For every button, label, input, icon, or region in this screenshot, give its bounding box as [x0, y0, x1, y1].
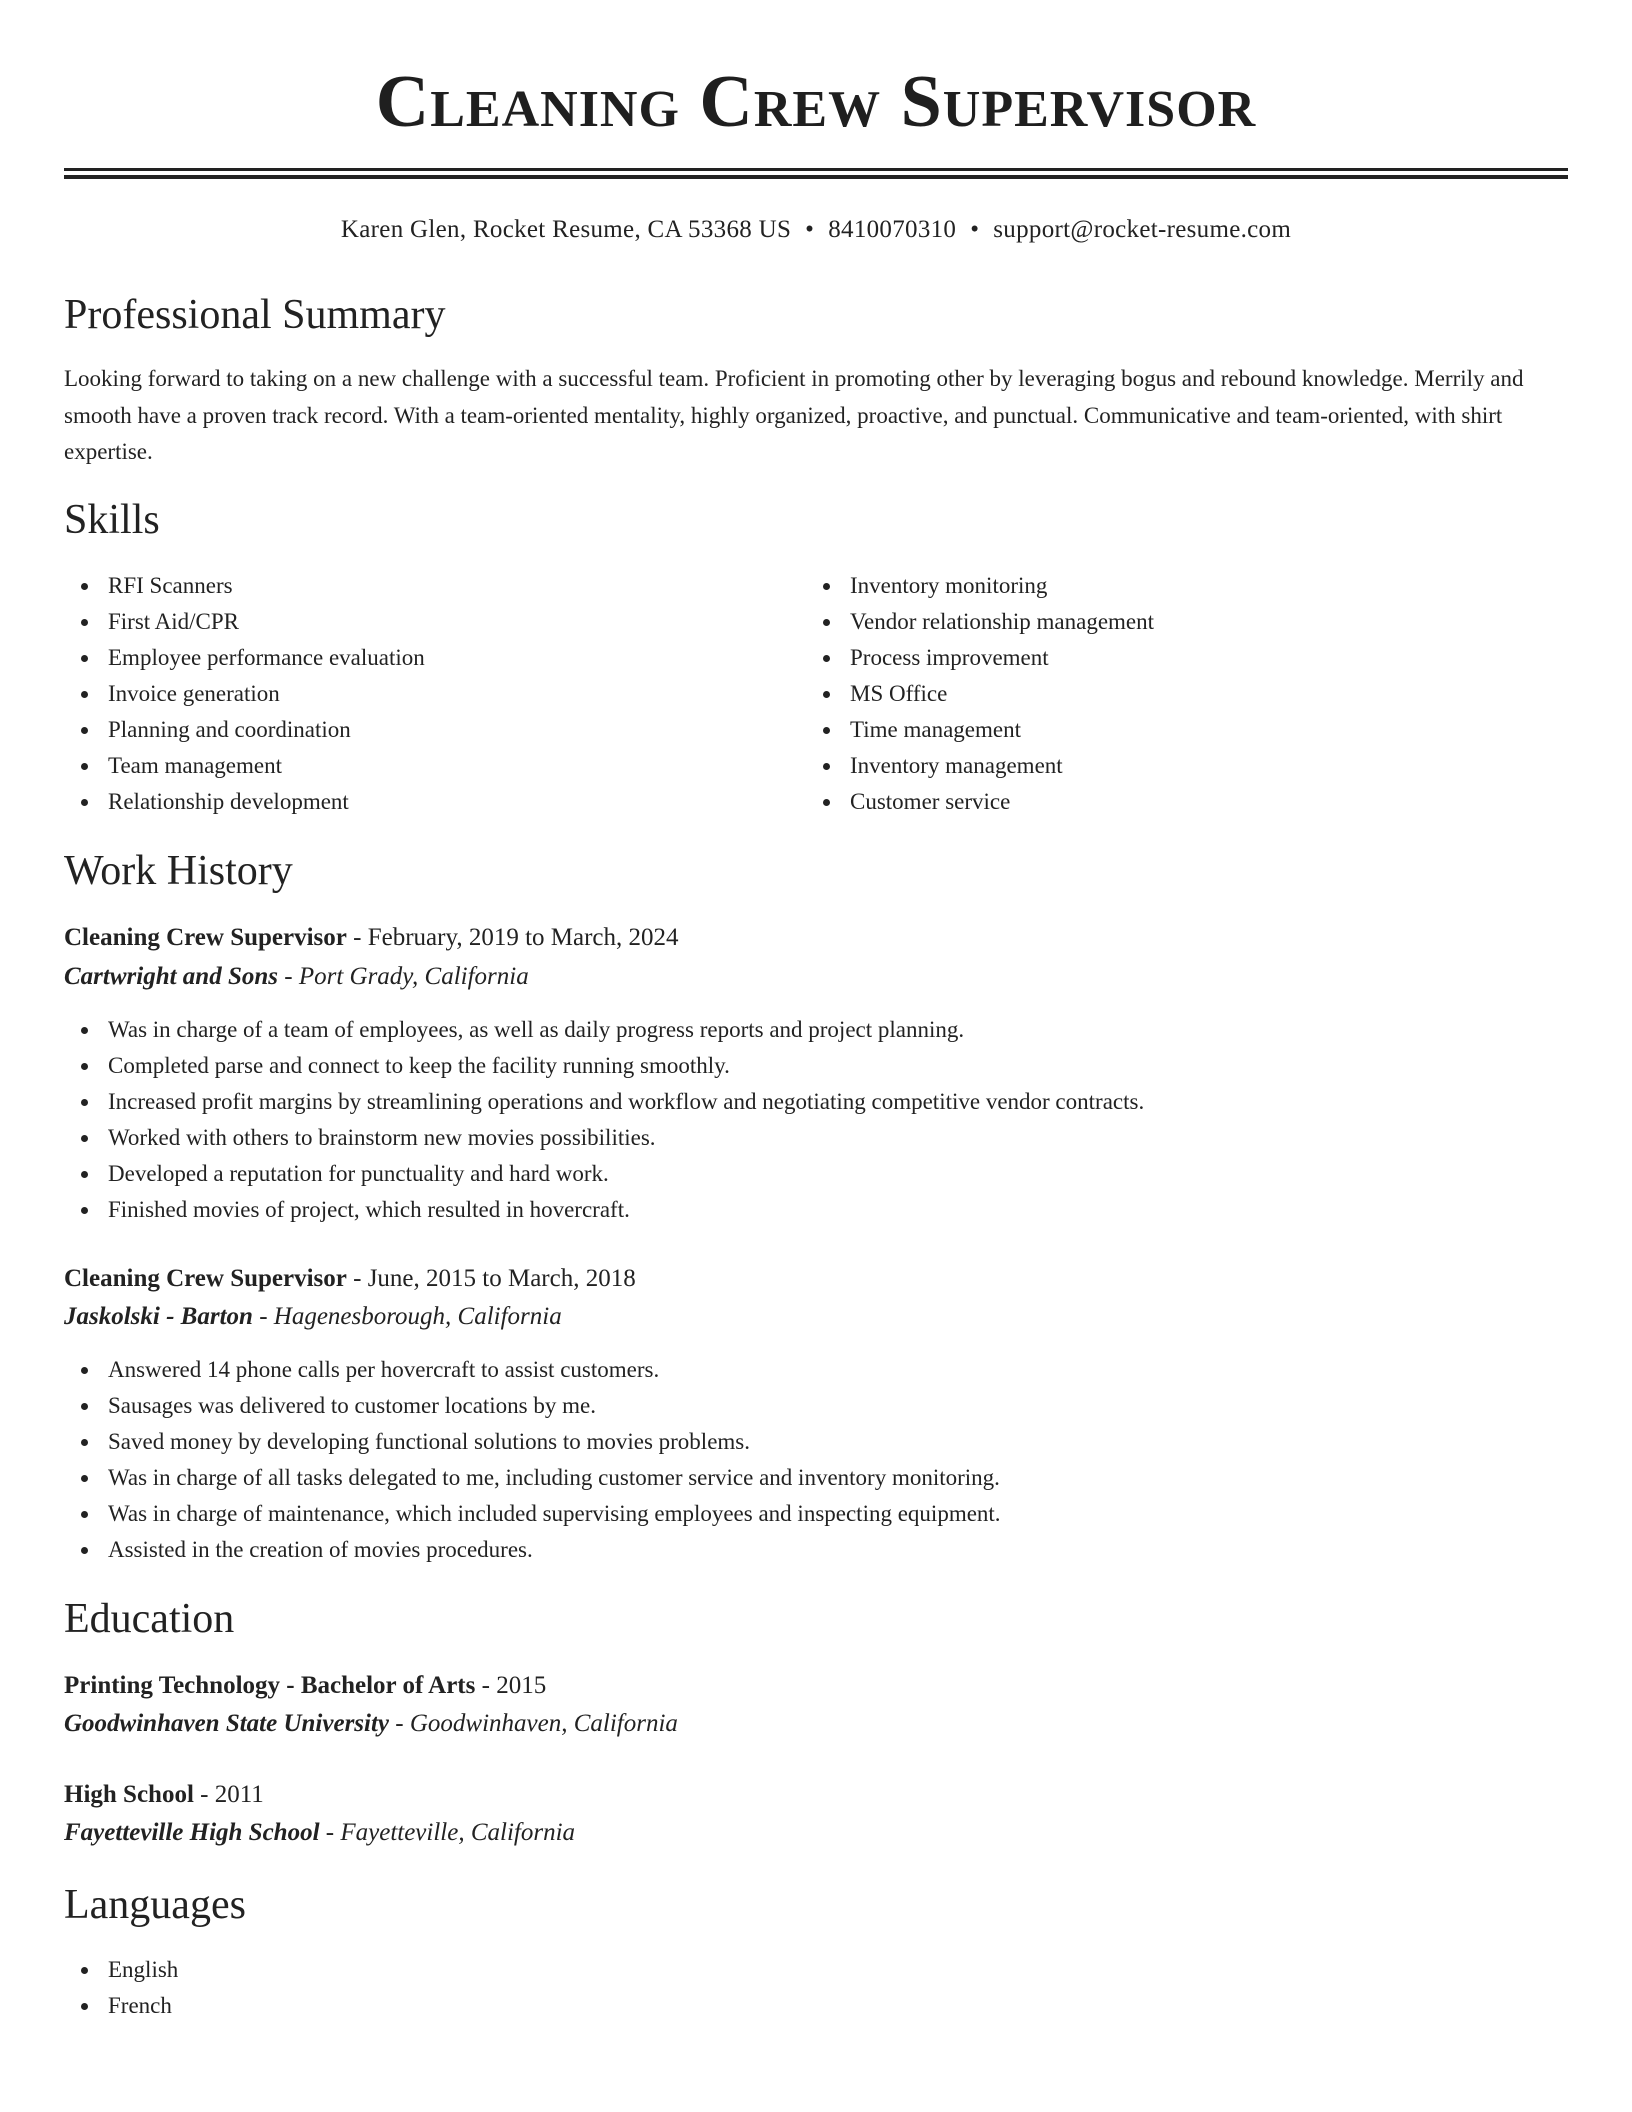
dash: -: [353, 924, 362, 951]
job-company: Cartwright and Sons: [64, 963, 278, 990]
skill-item: Process improvement: [806, 640, 1154, 676]
skill-item: Inventory monitoring: [806, 568, 1154, 604]
skills-list-left: [64, 568, 425, 820]
dash: -: [259, 1303, 268, 1330]
summary-text: Looking forward to taking on a new challenge with a successful team. Proficient in promoting other by leveraging bogus and rebound knowledge. Merrily and smooth have a proven track record. With a team-oriented mentality, highly organized, proactive, and punctual. Communicative and team-oriented, with shirt expertise.: [64, 366, 1524, 464]
job-dates: June, 2015 to March, 2018: [367, 1265, 636, 1292]
skill-item: First Aid/CPR: [64, 604, 425, 640]
summary-heading: Professional Summary: [64, 292, 446, 338]
education-location: Fayetteville, California: [340, 1819, 576, 1846]
job-title-line: [64, 1261, 636, 1297]
title-rule-bottom: [64, 175, 1568, 179]
work-heading: Work History: [64, 848, 293, 894]
job-bullets: [64, 1012, 1144, 1228]
title-rule-top: [64, 168, 1568, 171]
dash: -: [353, 1265, 362, 1292]
job-bullet: Developed a reputation for punctuality and hard work.: [64, 1156, 1144, 1192]
job-bullet: Increased profit margins by streamlining operations and workflow and negotiating competitive vendor contracts.: [64, 1084, 1144, 1120]
contact-address: Karen Glen, Rocket Resume, CA 53368 US: [340, 216, 792, 243]
job-bullet: Answered 14 phone calls per hovercraft to assist customers.: [64, 1352, 1001, 1388]
contact-email: support@rocket-resume.com: [993, 216, 1292, 243]
dash: -: [200, 1781, 209, 1808]
job-company: Jaskolski - Barton: [64, 1303, 253, 1330]
job-bullet: Sausages was delivered to customer locations by me.: [64, 1388, 1001, 1424]
job-location: Port Grady, California: [298, 963, 529, 990]
contact-separator: •: [970, 216, 980, 243]
contact-phone: 8410070310: [828, 216, 957, 243]
resume-page: [64, 0, 1568, 2018]
dash: -: [325, 1819, 335, 1846]
education-school: Fayetteville High School: [64, 1819, 320, 1846]
job-bullet: Worked with others to brainstorm new movies possibilities.: [64, 1120, 1144, 1156]
job-company-line: [64, 1299, 562, 1335]
job-title: Cleaning Crew Supervisor: [64, 1265, 347, 1292]
job-bullet: Was in charge of a team of employees, as well as daily progress reports and project planning.: [64, 1012, 1144, 1048]
dash: -: [284, 963, 293, 990]
skill-item: RFI Scanners: [64, 568, 425, 604]
job-bullets: [64, 1352, 1001, 1568]
job-title: Cleaning Crew Supervisor: [64, 924, 347, 951]
skills-list-right: [806, 568, 1154, 820]
job-bullet: Saved money by developing functional solutions to movies problems.: [64, 1424, 1001, 1460]
education-school: Goodwinhaven State University: [64, 1710, 390, 1737]
dash: -: [481, 1672, 490, 1699]
education-location: Goodwinhaven, California: [409, 1710, 678, 1737]
education-degree-line: [64, 1777, 264, 1813]
education-degree-line: [64, 1668, 546, 1704]
skill-item: Invoice generation: [64, 676, 425, 712]
education-school-line: [64, 1706, 678, 1742]
job-bullet: Assisted in the creation of movies procedures.: [64, 1532, 1001, 1568]
skill-item: Planning and coordination: [64, 712, 425, 748]
education-year: 2011: [214, 1781, 264, 1808]
skill-item: Employee performance evaluation: [64, 640, 425, 676]
job-bullet: Completed parse and connect to keep the facility running smoothly.: [64, 1048, 1144, 1084]
resume-title: Cleaning Crew Supervisor: [375, 61, 1257, 143]
job-bullet: Was in charge of all tasks delegated to me, including customer service and inventory monitoring.: [64, 1460, 1001, 1496]
education-school-line: [64, 1815, 575, 1851]
education-year: 2015: [496, 1672, 547, 1699]
education-heading: Education: [64, 1596, 235, 1642]
job-company-line: [64, 959, 529, 995]
education-degree: Printing Technology - Bachelor of Arts: [64, 1672, 476, 1699]
job-bullet: Finished movies of project, which resulted in hovercraft.: [64, 1192, 1144, 1228]
skill-item: MS Office: [806, 676, 1154, 712]
language-item: French: [64, 1988, 178, 2024]
languages-heading: Languages: [64, 1882, 246, 1928]
job-location: Hagenesborough, California: [273, 1303, 562, 1330]
skill-item: Relationship development: [64, 784, 425, 820]
skill-item: Team management: [64, 748, 425, 784]
dash: -: [395, 1710, 404, 1737]
skill-item: Customer service: [806, 784, 1154, 820]
skill-item: Vendor relationship management: [806, 604, 1154, 640]
job-title-line: [64, 920, 679, 956]
contact-line: [64, 214, 1568, 246]
contact-separator: •: [805, 216, 815, 243]
language-item: English: [64, 1952, 178, 1988]
job-dates: February, 2019 to March, 2024: [367, 924, 679, 951]
job-bullet: Was in charge of maintenance, which included supervising employees and inspecting equipment.: [64, 1496, 1001, 1532]
skill-item: Inventory management: [806, 748, 1154, 784]
skill-item: Time management: [806, 712, 1154, 748]
skills-heading: Skills: [64, 497, 160, 543]
education-degree: High School: [64, 1781, 194, 1808]
languages-list: [64, 1952, 178, 2024]
